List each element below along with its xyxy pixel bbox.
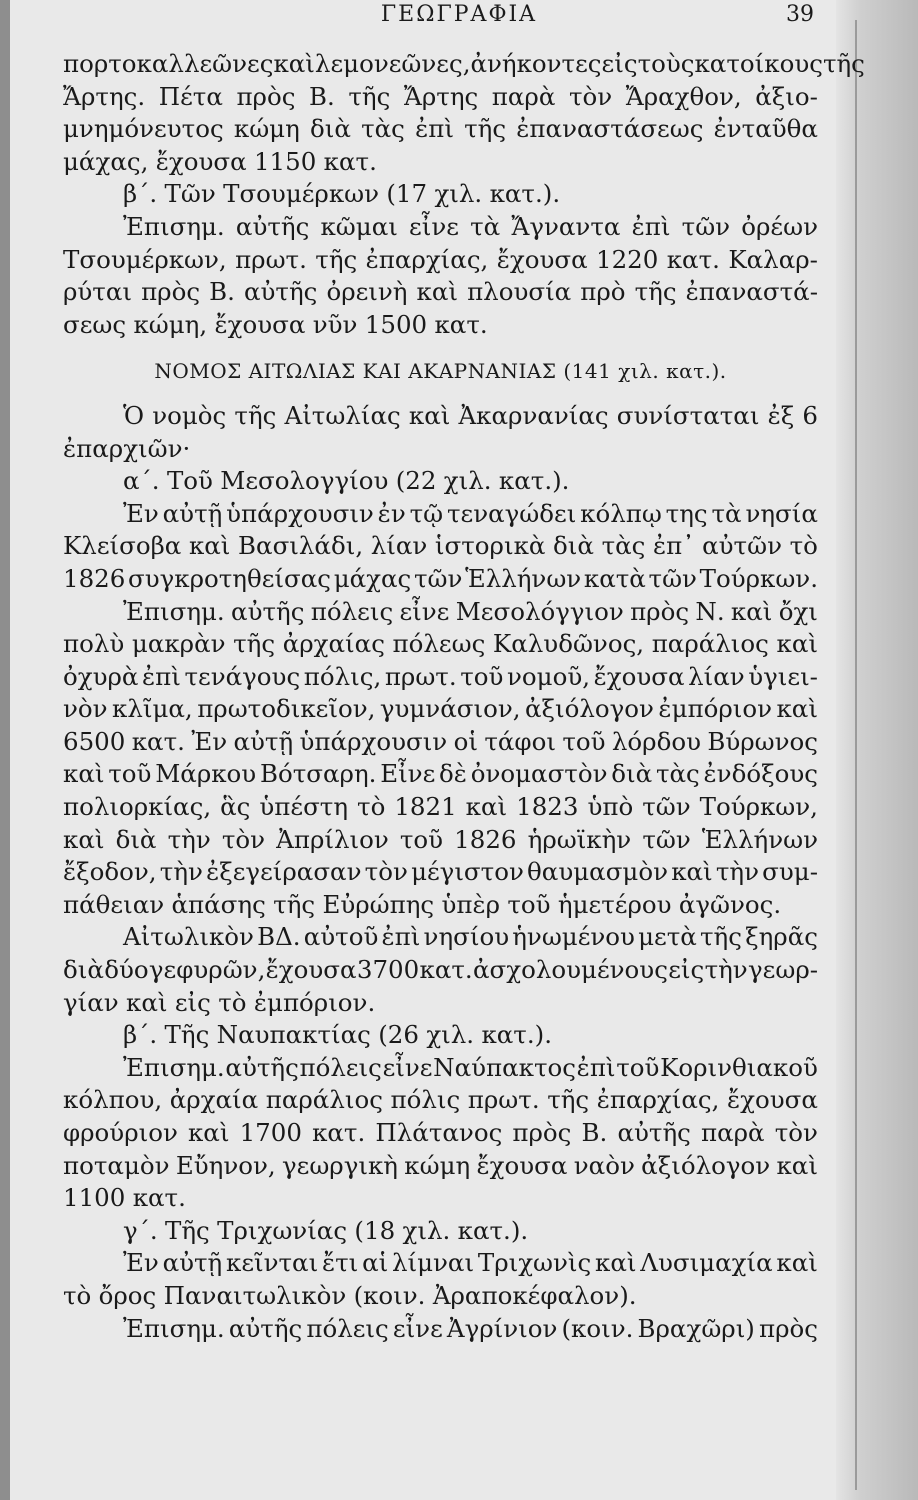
section-heading: γ΄. Τῆς Τριχωνίας (18 χιλ. κατ.). xyxy=(123,1215,529,1245)
text-line: Αἰτωλικὸν ΒΔ. αὐτοῦ ἐπὶ νησίου ἡνωμένου μετὰ τῆς ξηρᾶς xyxy=(123,922,818,952)
section-heading: β΄. Τῆς Ναυπακτίας (26 χιλ. κατ.). xyxy=(123,1020,552,1050)
text-line: Ἐν αὐτῇ κεῖνται ἔτι αἱ λίμναι Τριχωνὶς καὶ Λυσιμαχία καὶ xyxy=(123,1248,818,1278)
page-right-margin xyxy=(836,0,918,1500)
text-line: Ἐπισημ. αὐτῆς κῶμαι εἶνε τὰ Ἄγναντα ἐπὶ τῶν ὀρέων xyxy=(123,211,818,241)
text-line: Ἄρτης. Πέτα πρὸς Β. τῆς Ἄρτης παρὰ τὸν Ἄραχθον, ἀξιο- xyxy=(63,81,818,111)
text-line: Ὁ νομὸς τῆς Αἰτωλίας καὶ Ἀκαρνανίας συνίσταται ἐξ 6 xyxy=(123,400,818,430)
text-line: Ἐπισημ. αὐτῆς πόλεις εἶνε Ἀγρίνιον (κοιν. Βραχῶρι) πρὸς xyxy=(123,1313,818,1343)
text-line: Τσουμέρκων, πρωτ. τῆς ἐπαρχίας, ἔχουσα 1220 κατ. Καλαρ- xyxy=(63,244,818,274)
page-left-edge xyxy=(0,0,10,1500)
text-line: 6500 κατ. Ἐν αὐτῇ ὑπάρχουσιν οἱ τάφοι τοῦ λόρδου Βύρωνος xyxy=(63,726,818,756)
text-line: Ἐν αὐτῇ ὑπάρχουσιν ἐν τῷ τεναγώδει κόλπῳ της τὰ νησία xyxy=(123,498,818,528)
text-line: ρύται πρὸς Β. αὐτῆς ὀρεινὴ καὶ πλουσία πρὸ τῆς ἐπαναστά- xyxy=(63,277,818,307)
text-line: διὰ δύο γεφυρῶν, ἔχουσα 3700 κατ. ἀσχολουμένους εἰς τὴν γεωρ- xyxy=(63,955,818,985)
page-number: 39 xyxy=(786,2,814,27)
text-line: Κλείσοβα καὶ Βασιλάδι, λίαν ἱστορικὰ διὰ τὰς ἐπ᾽ αὐτῶν τὸ xyxy=(63,531,818,561)
running-header: ΓΕΩΓΡΑΦΙΑ xyxy=(380,2,538,27)
margin-crease xyxy=(855,20,857,1490)
page-body xyxy=(63,48,865,1345)
text-line: 1826 συγκροτηθείσας μάχας τῶν Ἑλλήνων κατὰ τῶν Τούρκων. xyxy=(63,563,818,593)
text-line: καὶ διὰ τὴν τὸν Ἀπρίλιον τοῦ 1826 ἡρωϊκὴν τῶν Ἑλλήνων xyxy=(63,824,818,854)
text-line: πάθειαν ἁπάσης τῆς Εὐρώπης ὑπὲρ τοῦ ἡμετέρου ἀγῶνος. xyxy=(63,889,782,919)
text-line: φρούριον καὶ 1700 κατ. Πλάτανος πρὸς Β. αὐτῆς παρὰ τὸν xyxy=(63,1118,818,1147)
text-line: Ἐπισημ. αὐτῆς πόλεις εἶνε Μεσολόγγιον πρὸς Ν. καὶ ὄχι xyxy=(123,596,818,626)
section-heading: α΄. Τοῦ Μεσολογγίου (22 χιλ. κατ.). xyxy=(123,466,570,496)
text-line: Ἐπισημ. αὐτῆς πόλεις εἶνε Ναύπακτος ἐπὶ τοῦ Κορινθιακοῦ xyxy=(123,1052,818,1082)
text-line: μάχας, ἔχουσα 1150 κατ. xyxy=(63,146,377,176)
nomos-heading: ΝΟΜΟΣ ΑΙΤΩΛΙΑΣ ΚΑΙ ΑΚΑΡΝΑΝΙΑΣ (141 χιλ. κατ.). xyxy=(154,359,727,384)
text-line: πορτοκαλλεῶνες καὶ λεμονεῶνες, ἀνήκοντες εἰς τοὺς κατοίκους τῆς xyxy=(63,49,865,78)
text-line: καὶ τοῦ Μάρκου Βότσαρη. Εἶνε δὲ ὀνομαστὸν διὰ τὰς ἐνδόξους xyxy=(63,759,818,789)
section-heading: β΄. Τῶν Τσουμέρκων (17 χιλ. κατ.). xyxy=(123,179,561,209)
text-line: ἐπαρχιῶν· xyxy=(63,433,191,463)
text-line: γίαν καὶ εἰς τὸ ἐμπόριον. xyxy=(63,987,376,1017)
text-line: 1100 κατ. xyxy=(63,1183,186,1213)
text-line: πολιορκίας, ἃς ὑπέστη τὸ 1821 καὶ 1823 ὑπὸ τῶν Τούρκων, xyxy=(63,792,818,822)
text-line: κόλπου, ἀρχαία παράλιος πόλις πρωτ. τῆς ἐπαρχίας, ἔχουσα xyxy=(63,1085,818,1115)
text-line: πολὺ μακρὰν τῆς ἀρχαίας πόλεως Καλυδῶνος, παράλιος καὶ xyxy=(63,629,818,659)
text-line: νὸν κλῖμα, πρωτοδικεῖον, γυμνάσιον, ἀξιόλογον ἐμπόριον καὶ xyxy=(63,694,818,724)
text-line: ὀχυρὰ ἐπὶ τενάγους πόλις, πρωτ. τοῦ νομοῦ, ἔχουσα λίαν ὑγιει- xyxy=(63,661,818,691)
text-line: ποταμὸν Εὔηνον, γεωργικὴ κώμη ἔχουσα ναὸν ἀξιόλογον καὶ xyxy=(63,1150,818,1180)
text-line: ἔξοδον, τὴν ἐξεγείρασαν τὸν μέγιστον θαυμασμὸν καὶ τὴν συμ- xyxy=(63,857,818,887)
text-line: σεως κώμη, ἔχουσα νῦν 1500 κατ. xyxy=(63,309,488,339)
text-line: τὸ ὄρος Παναιτωλικὸν (κοιν. Ἀραποκέφαλον). xyxy=(63,1280,637,1310)
text-line: μνημόνευτος κώμη διὰ τὰς ἐπὶ τῆς ἐπαναστάσεως ἐνταῦθα xyxy=(63,114,818,144)
